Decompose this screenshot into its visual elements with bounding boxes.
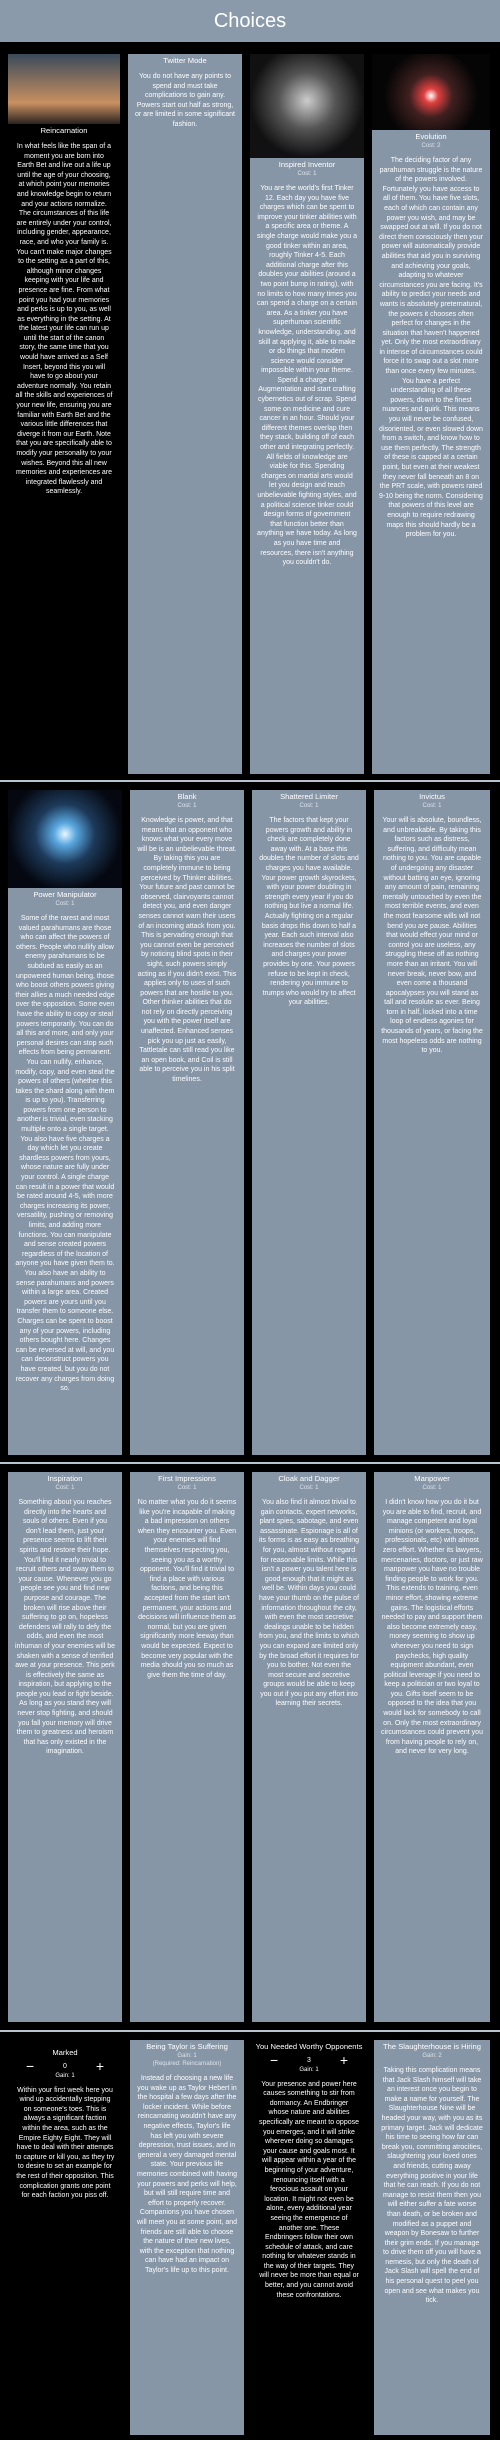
choice-card-inspiration[interactable] [8,1472,122,2022]
choices-row-3 [0,1472,500,2022]
card-description: In what feels like the span of a moment you are born into Earth Bet and live out a life up until the age of your choosing, at which point your memories and knowledge begin to return and your actions normalize. The circumstances of this life are entirely under your control, including gender, appearance, race, and who your family is. You can't make major changes to the setting as a part of this, although minor changes keeping with your life and presence are fine. From what point you had your memories and perks is up to you, as well as everything in the setting. At the latest your life can run up until the start of the canon story, the same time that you would have arrived as a Self Insert, beyond this you will have to go about your adventure normally. You retain all the skills and experiences of your new life, ensuring you are familiar with Earth Bet and the various little differences that diverge it from our Earth. Note that you are specifically able to modify your personality to your wishes. Beyond this all new memories and experiences are integrated flawlessly and seamlessly. [15,143,113,496]
choice-card-cloak-and-dagger[interactable] [252,1472,366,2022]
card-cost: Cost: 2 [421,143,441,149]
card-cost: Cost: 1 [422,1485,442,1491]
card-title: Invictus [419,792,445,801]
card-cost: Cost: 1 [422,803,442,809]
plus-button[interactable]: + [339,2052,348,2068]
card-title: You Needed Worthy Opponents [255,2042,363,2051]
card-description: Taking this complication means that Jack Slash himself will take an interest once you begin to make a name for yourself. The Slaughterhouse Nine will be headed your way, with you as its primary target. Jack will dedicate his time to seeing how far can break you, committing atrocities, slaughtering your loved ones and friends, cutting away everything positive in your life that he can reach. If you do not manage to resist them then you will either suffer a fate worse than death, or be broken and modified as a puppet and weapon by Bonesaw to further their grim ends. If you manage to drive them off you will have a nemesis, but only the death of Jack Slash will spell the end of his personal quest to peel you open and see what makes you tick. [381,2067,483,2305]
header-bar [0,0,500,42]
card-description: The deciding factor of any parahuman struggle is the nature of the powers involved. Fortunately you have access to all of them. You have five slots, each of which can contain any power you wish, and may be swapped out at will. If you do not direct them consciously then your power will automatically provide abilities that aid you in surviving and achieving your goals, adapting to whatever circumstances you are facing. It's ability to predict your needs and wants is absolutely preternatural, the powers it chooses often perfect for changes in the situation that haven't happened yet. Only the most extraordinary in intense of circumstances could force it to swap out a slot more than once every few minutes. You have a perfect understanding of all these powers, down to the finest nuances and quirk. This means you will never be confused, disoriented, or even slowed down from a switch, and know how to use them perfectly. The strength of these is capped at a certain point, but even at their weakest they never fall beneath an 8 on the PRT scale, with powers rated 9-10 being the norm. Considering that powers of this level are enough to require redrawing maps this should hardly be a problem for you. [379,157,483,539]
card-cost: Cost: 1 [177,803,197,809]
choice-card-first-impressions[interactable] [130,1472,244,2022]
complication-card-worthy-opponents[interactable] [252,2040,366,2435]
card-description: The factors that kept your powers growth and ability in check are completely done away with. At a base this doubles the number of slots and charges you have available. Your power growth skyrockets, with your power doubling in strength every year if you do nothing but live a normal life. Actually fighting on a regular basis drops this down to half a year. Each such interval also increases the number of slots and charges your power provides by one. Your powers refuse to be kept in check, rendering you immune to trumps who would try to affect your abilities. [259,817,359,1007]
count-value: 3 [307,2057,311,2064]
choice-card-evolution[interactable] [372,54,490,774]
choice-card-manpower[interactable] [374,1472,490,2022]
card-cost: Cost: 1 [299,803,319,809]
card-cost: Gain: 1 [177,2053,197,2059]
count-stepper [252,2052,366,2066]
card-title: First Impressions [158,1474,216,1483]
complication-card-slaughterhouse[interactable] [374,2040,490,2435]
card-description: Your will is absolute, boundless, and unbreakable. By taking this factors such as distress, suffering, and difficulty mean nothing to you. You are capable of undergoing any disaster without batting an eye, ignoring any amount of pain, remaining mentally untouched by even the most terrible events, and even the most fearsome wills will not bend you are pause. Abilities that would effect your mind or control you are useless, any struggling these off as nothing more than an irritant. You will never break, never bow, and even come a thousand apocalypses you will stand as tall and resolute as ever. Being torn in half, locked into a time loop of endless agonies for thousands of years, or facing the most hopeless odds are nothing to you. [381,817,483,1055]
card-description: Within your first week here you wind up accidentally stepping on someone's toes. This is always a significant faction within the area, such as the Empire Eighty Eight. They will have to deal with their attempts to capture or kill you, as they try to desire to set an example for the rest of their opposition. This complication grants one point for each faction you piss off. [15,2086,115,2200]
card-cost: Gain: 1 [55,2072,75,2079]
card-cost: Cost: 1 [297,171,317,177]
card-title: Shattered Limiter [280,792,338,801]
card-cost: Gain: 2 [422,2053,442,2059]
card-cost: Cost: 1 [55,1485,75,1491]
choice-card-invictus[interactable] [374,790,490,1455]
count-value: 0 [63,2063,67,2070]
card-description: Instead of choosing a new life you wake up as Taylor Hebert in the hospital a few days after the locker incident. While before reincarnating wouldn't have any negative effects, Taylor's life has left you with severe depression, trust issues, and in general a very damaged mental state. Your previous life memories combined with having your powers and perks will help, but will still require time and effort to properly recover. Companions you have chosen will meet you at some point, and friends are still able to choose the nature of their new lives, with the exception that nothing can have had an impact on Taylor's life up to this point. [137,2075,237,2274]
card-title: Inspired Inventor [278,160,336,169]
card-description: You do not have any points to spend and must take complications to gain any. Powers start out half as strong, or are limited in some significant fashion. [135,73,235,128]
choices-row-1 [0,54,500,774]
card-title: Inspiration [47,1474,83,1483]
card-description: Knowledge is power, and that means that an opponent who knows what your every move will be is an unbelievable threat. By taking this you are completely immune to being perceived by Thinker abilities. Your future and past cannot be observed, clairvoyants cannot detect you, and even danger senses cannot warn their users of an incoming attack from you. This is pervading enough that you cannot even be perceived by noticing blind spots in their sight, such powers simply acting as if you didn't exist. This applies only to uses of such powers that are hostile to you. Other thinker abilities that do not rely on directly perceiving you with the power itself are unaffected. Enhanced senses pick you up just as easily, Tattletale can still read you like an open book, and Coil is still able to perceive you in his split timelines. [137,817,237,1084]
card-title: Evolution [415,132,447,141]
card-cost: Cost: 1 [177,1485,197,1491]
choices-row-2 [0,790,500,1455]
choice-card-blank[interactable] [130,790,244,1455]
choice-card-twitter-mode[interactable] [128,54,242,774]
card-title: The Slaughterhouse is Hiring [383,2042,481,2051]
page-title: Choices [213,10,287,32]
card-description: Something about you reaches directly into the hearts and souls of others. Even if you don't lead them, just your presence seems to lift their spirits and restore their hope. You'll find it nearly trivial to recruit others and sway them to your cause. Whenever you go people see you and find new purpose and courage. The broken will rise above their suffering to go on, hopeless defenders will rally to defy the odds, and even the most inhuman of your enemies will be shaken with a sense of terrified awe at your presence. This perk is effectively the same as inspiration, but applying to the people you lead or fight beside. As long as you stand they will never stop fighting, and should you fall your memory will drive them to greatness and heroism that has only existed in the imagination. [15,1499,115,1756]
minus-button[interactable]: − [270,2052,279,2068]
sunset-figure-image [8,54,120,124]
complication-card-being-taylor[interactable] [130,2040,244,2435]
card-title: Being Taylor is Suffering [146,2042,228,2051]
card-cost: Cost: 1 [299,1485,319,1491]
complication-card-marked[interactable] [8,2040,122,2435]
card-requirement: (Required: Reincarnation) [152,2061,222,2067]
machine-gear-image [250,54,364,158]
choice-card-inspired-inventor[interactable] [250,54,364,774]
minus-button[interactable]: − [26,2058,35,2074]
card-title: Power Manipulator [33,890,97,899]
card-description: You also find it almost trivial to gain contacts, expert networks, plant spies, sabotage, and even assassinate. Espionage is all of its forms is as easy as breathing for you, almost without regard for reasonable limits. While this isn't a power you talent here is good enough that it might as well be. Within days you could have your thumb on the pulse of information throughout the city, with even the most secretive dealings unable to be hidden from you, and the limits to which you can expand are limited only by the broad effort it requires for you to bother. Not even the most secure and secretive groups would be able to keep you out if you put any effort into learning their secrets. [259,1499,360,1708]
card-title: Twitter Mode [163,56,207,65]
row-divider [0,2030,500,2032]
card-cost: Cost: 1 [55,901,75,907]
card-description: Some of the rarest and most valued parahumans are those who can affect the powers of others. People who nullify allow enemy parahumans to be subdued as easily as an unpowered human being, those who boost others powers giving their allies a much needed edge over the opposition. Some even have the ability to copy or steal powers temporarily. You can do all this and more, and only your personal desires can stop such effects from being permanent. You can nullify, enhance, modify, copy, and even steal the powers of others (whether this takes the shard along with them is up to you). Transferring powers from one person to another is trivial, even stacking multiple onto a single target. You also have five charges a day which let you create shardless powers from yours, whose nature are fully under your control. A single charge can result in a power that would be rated around 4-5, with more charges increasing its power, versatility, pushing or removing limits, and adding more functions. You can manipulate and sense created powers regardless of the location of anyone you have given them to. You also have an ability to sense parahumans and powers within a large area. Created powers are yours until you transfer them to someone else. Charges can be spent to boost any of your powers, including others bought here. Changes can be reversed at will, and you can deconstruct powers you have created, but you do not recover any charges from doing so. [15,915,115,1393]
card-cost: Gain: 1 [299,2066,319,2073]
card-title: Reincarnation [40,126,88,135]
plus-button[interactable]: + [95,2058,104,2074]
card-title: Cloak and Dagger [278,1474,340,1483]
card-description: You are the world's first Tinker 12. Each day you have five charges which can be spent to improve your tinker abilities with a specific area or theme. A single charge would make you a good tinker within an area, roughly Tinker 4-5. Each additional charge after this doubles your abilities (around a two point bump in rating), with no limits to how many times you can spend a charge on a certain area. As a tinker you have superhuman scientific knowledge, understanding, and skill at applying it, able to make or do things that modern science would consider impossible within your theme. Spend a charge on Augmentation and start crafting cybernetics out of scrap. Spend some on medicine and cure cancer in an hour. Should your different themes overlap then they stack, building off of each other and integrating perfectly. All fields of knowledge are viable for this. Spending charges on martial arts would let you design and teach unbelievable fighting styles, and a political science tinker could design forms of government that function better than anything we have today. As long as you have time and resources, there isn't anything you couldn't do. [257,185,358,567]
card-description: Your presence and power here causes something to stir from dormancy. An Endbringer whose nature and abilities specifically are meant to oppose you emerges, and it will strike wherever doing so damages your cause and goals most. It will appear within a year of the beginning of your adventure, renouncing itself with a ferocious assault on your location. It might not even be alone, every additional year seeing the emergence of another one. These Endbringers follow their own schedule of attack, and care nothing for whatever stands in the way of their targets. They will never be more than equal or better, and you cannot avoid these confrontations. [259,2080,359,2299]
row-divider [0,1462,500,1464]
complications-row [0,2040,500,2435]
choice-card-shattered-limiter[interactable] [252,790,366,1455]
card-title: Manpower [414,1474,450,1483]
eye-glow-image [372,54,490,130]
count-stepper [8,2058,122,2072]
blue-orb-image [8,790,122,888]
card-title: Blank [177,792,197,801]
choice-card-power-manipulator[interactable] [8,790,122,1455]
card-description: No matter what you do it seems like you're incapable of making a bad impression on others when they encounter you. Even your enemies will find themselves respecting you, seeing you as a worthy opponent. You'll find it trivial to find a place with various factions, and being this accepted from the start isn't permanent, your actions and decisions will influence them as normal, but you are given significantly more leeway than would be expected. Expect to become very popular with the media should you so much as give them the time of day. [137,1499,237,1679]
row-divider [0,780,500,782]
card-description: I didn't know how you do it but you are able to find, recruit, and manage competent and loyal minions (or workers, troops, professionals, etc) with almost zero effort. Whether its lawyers, mercenaries, doctors, or just raw manpower you have no trouble finding people to work for you. This extends to training, even minor effort, showing extreme gains. The logistical efforts needed to pay and support them also become extremely easy, money seeming to show up wherever you need to sign paychecks, high quality equipment abundant, even political leverage if you need to keep a politician or two loyal to you. Gifts itself seem to be opposed to the idea that you would lack for somebody to call on. Only the most extraordinary circumstances could prevent you from having people to rely on, and never for very long. [381,1499,483,1756]
card-title: Marked [52,2048,78,2057]
choice-card-reincarnation[interactable] [8,54,120,774]
